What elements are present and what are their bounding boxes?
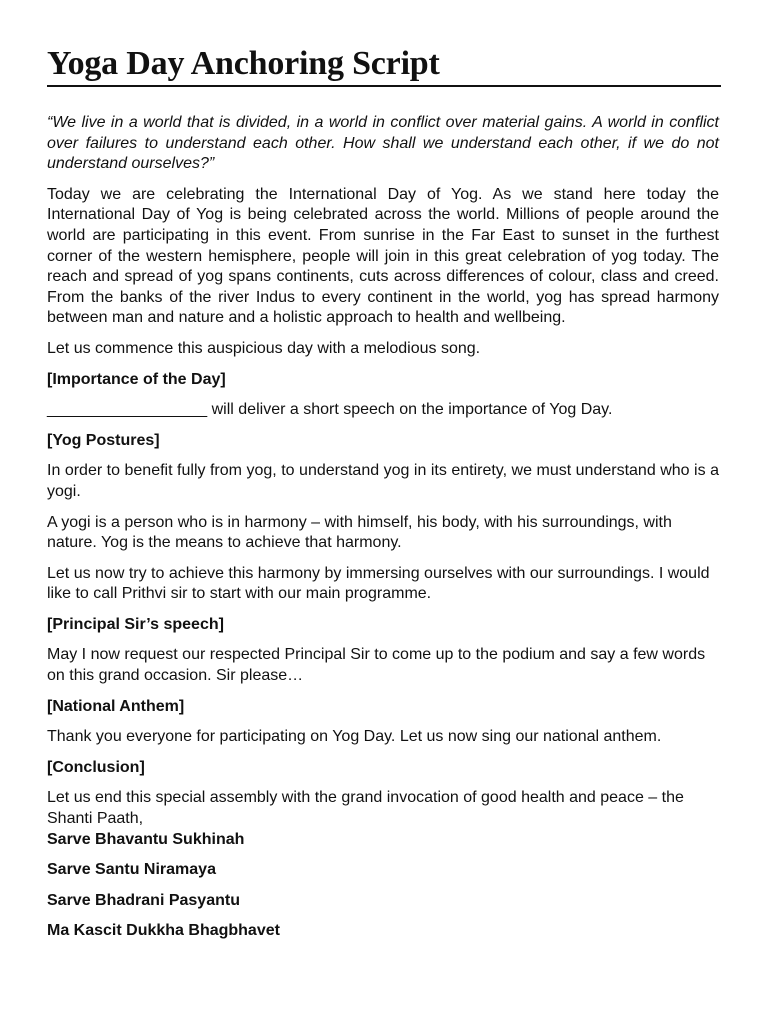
mantra-line: Sarve Santu Niramaya <box>47 861 216 879</box>
mantra-line: Ma Kascit Dukkha Bhagbhavet <box>47 922 280 940</box>
section-heading-postures: [Yog Postures] <box>47 431 160 449</box>
conclusion-text: Let us end this special assembly with the grand invocation of good health and peace – the Shanti Paath, <box>47 789 684 828</box>
section-heading-principal: [Principal Sir’s speech] <box>47 615 224 633</box>
song-line: Let us commence this auspicious day with a melodious song. <box>47 339 481 357</box>
mantra-line: Sarve Bhadrani Pasyantu <box>47 891 240 909</box>
section-heading-anthem: [National Anthem] <box>47 697 185 715</box>
importance-text: __________________ will deliver a short speech on the importance of Yog Day. <box>47 401 613 419</box>
intro-paragraph: Today we are celebrating the International Day of Yog. As we stand here today the International Day of Yog is being celebrated across the world. Millions of people around the world are participating in this event. From sunrise in the Far East to sunset in the furthest corner of the western hemisphere, people will join in this great celebration of yog today. The reach and spread of yog spans continents, cuts across differences of colour, class and creed. From the banks of the river Indus to every continent in the world, yog has spread harmony between man and nature and a holistic approach to health and wellbeing. <box>47 185 719 327</box>
principal-text: May I now request our respected Principal Sir to come up to the podium and say a few words on this grand occasion. Sir please… <box>47 646 706 685</box>
postures-paragraph-2: A yogi is a person who is in harmony – with himself, his body, with his surroundings, with nature. Yog is the means to achieve that harmony. <box>47 513 672 552</box>
anthem-text: Thank you everyone for participating on Yog Day. Let us now sing our national anthem. <box>47 728 662 746</box>
postures-paragraph-1: In order to benefit fully from yog, to understand yog in its entirety, we must understand who is a yogi. <box>47 462 719 500</box>
document-title: Yoga Day Anchoring Script <box>47 44 721 87</box>
section-heading-importance: [Importance of the Day] <box>47 370 226 388</box>
mantra-line: Sarve Bhavantu Sukhinah <box>47 830 245 848</box>
postures-paragraph-3: Let us now try to achieve this harmony by immersing ourselves with our surroundings. I would like to call Prithvi sir to start with our main programme. <box>47 564 710 603</box>
document-body <box>47 113 719 952</box>
opening-quote: “We live in a world that is divided, in a world in conflict over material gains. A world in conflict over failures to understand each other. How shall we understand each other, if we do not understand ourselves?” <box>47 114 719 173</box>
section-heading-conclusion: [Conclusion] <box>47 758 145 776</box>
